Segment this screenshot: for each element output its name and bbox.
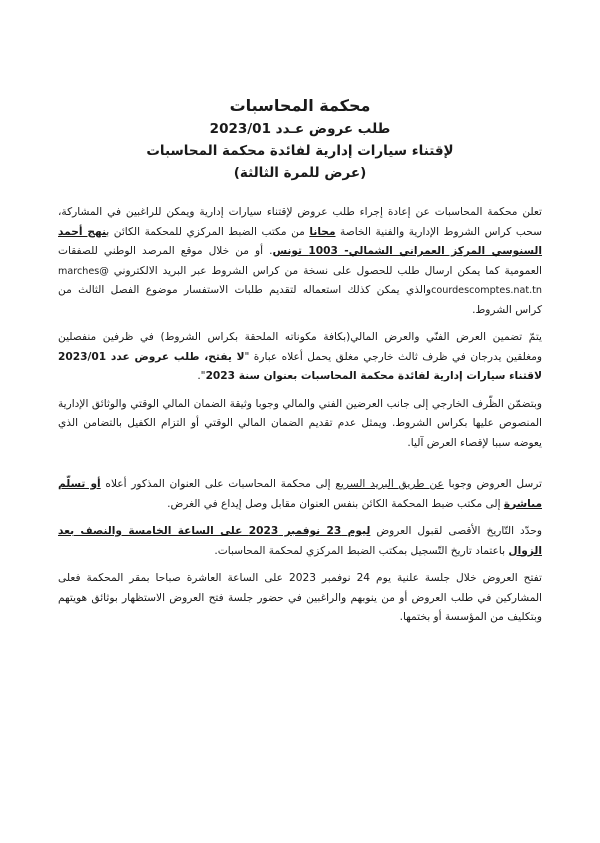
envelopes-text-1: يتمّ تضمين العرض الفنّي والعرض المالي(بكافة مكوناته الملحقة بكراس الشروط) في ظرفين منفصلين ومغلقين يدرجان في ظرف ثالث خارجي مغلق يحمل أعلاه عبارة " [58, 331, 542, 363]
announcement-text-3: . أو من خلال موقع المرصد الوطني للصفقات العمومية كما يمكن ارسال طلب للحصول على نسخة من كراس الشروط عبر البريد الالكتروني [58, 245, 542, 277]
deadline-text-1: وحدّد التّاريخ الأقصى لقبول العروض [370, 525, 542, 537]
institution-title: محكمة المحاسبات [229, 96, 371, 115]
request-round: (عرض للمرة الثالثة) [233, 165, 367, 181]
contact-email[interactable]: marches@ courdescomptes.nat.tn [58, 265, 542, 296]
paragraph-envelopes [58, 328, 542, 387]
direct-delivery: أو تسلّم مباشرة [58, 478, 542, 510]
request-number: طلب عروض عـدد 2023/01 [209, 121, 391, 137]
announcement-text-4: والذي يمكن كذلك استعماله لتقديم طلبات الاستفسار موضوع الفصل الثالث من كراس الشروط. [58, 284, 542, 316]
paragraph-deadline [58, 522, 542, 561]
paragraph-opening-session: تفتح العروض خلال جلسة علنية يوم 24 نوفمبر 2023 على الساعة العاشرة صباحا بمقر المحكمة فعلى المشاركين في طلب العروض أو من ينوبهم والراغبين في حضور جلسة فتح العروض الاستظهار بوثائق هويتهم وبتكليف من المؤسسة أو بختمها. [58, 572, 542, 623]
express-mail: عن طريق البريد السريع [335, 478, 444, 490]
envelopes-text-2: ". [197, 370, 206, 382]
delivery-text-1: ترسل العروض وجوبا [443, 478, 543, 490]
paragraph-guarantee: وبتضمّن الظّرف الخارجي إلى جانب العرضين الفني والمالي وجوبا وثيقة الضمان المالي الوقتي والوثائق الإدارية المنصوص عليها بكراس الشروط. ويمثل عدم تقديم الضمان المالي الوقتي أو التزام الكفيل بالتضامن الذي يعوضه سببا لإقصاء العرض آليا. [58, 397, 542, 449]
court-address: نهج أحمد السنوسي المركز العمراني الشمالي- 1003 تونس [58, 225, 543, 257]
envelope-label: لا يفتح، طلب عروض عدد 2023/01 لاقتناء سيارات إدارية لفائدة محكمة المحاسبات بعنوان سنة 2023 [58, 350, 542, 382]
announcement-text-2: من مكتب الضبط المركزي للمحكمة الكائن ب [106, 225, 310, 238]
delivery-text-3: إلى مكتب ضبط المحكمة الكائن بنفس العنوان مقابل وصل إيداع في الغرض. [167, 497, 504, 510]
announcement-text-1: تعلن محكمة المحاسبات عن إعادة إجراء طلب عروض لإقتناء سيارات إدارية ويمكن للراغبين في المشاركة، سحب كراس الشروط الإدارية والفنية الخاصة [58, 206, 542, 238]
free-of-charge: مجانا [309, 225, 336, 238]
deadline-date: ليوم 23 نوفمبر 2023 على الساعة الخامسة والنصف بعد الزوال [58, 525, 542, 557]
request-subject: لإقتناء سيارات إدارية لفائدة محكمة المحاسبات [146, 143, 454, 159]
paragraph-delivery [58, 475, 542, 514]
delivery-text-2: إلى محكمة المحاسبات على العنوان المذكور أعلاه [100, 478, 336, 490]
document-header [58, 96, 542, 181]
paragraph-announcement [58, 203, 542, 320]
deadline-text-2: باعتماد تاريخ التّسجيل بمكتب الضبط المركزي لمحكمة المحاسبات. [214, 544, 509, 557]
